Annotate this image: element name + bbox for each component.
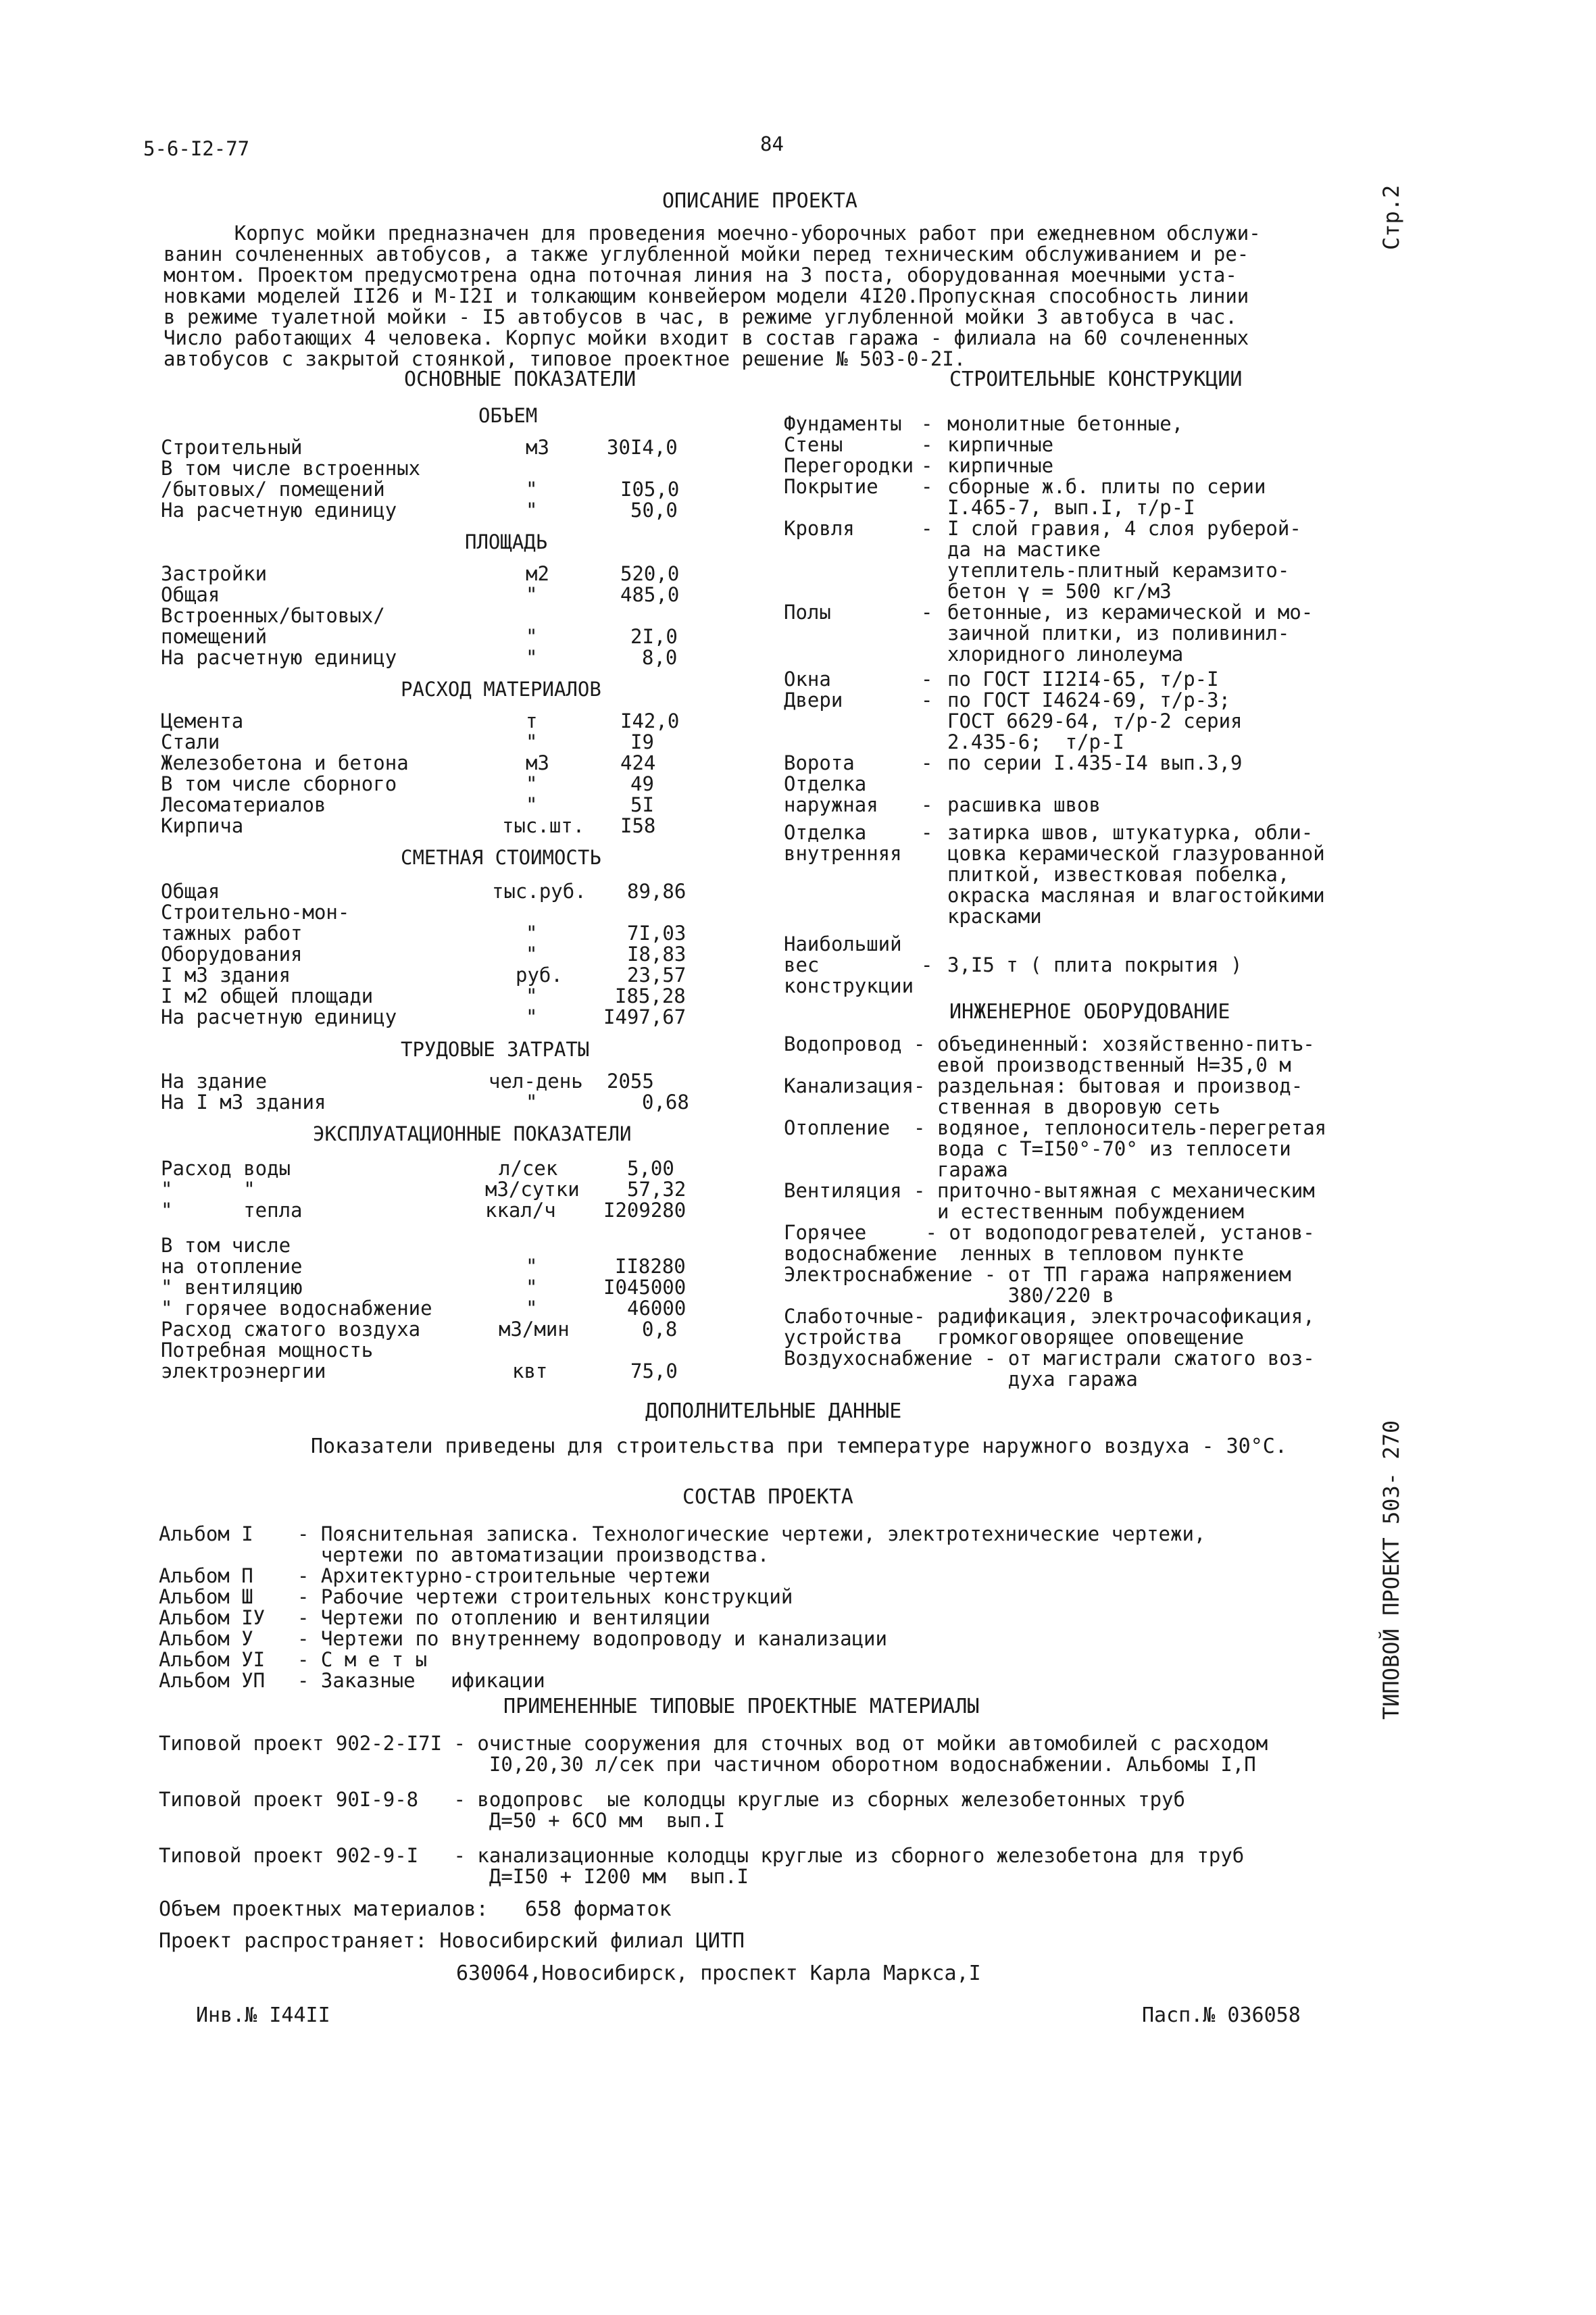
construction-line bbox=[784, 821, 1378, 842]
indicator-value: I9 bbox=[630, 730, 654, 753]
indicator-value: 50,0 bbox=[630, 499, 678, 522]
construction-dash: - bbox=[921, 433, 933, 456]
construction-label: наружная bbox=[784, 793, 878, 816]
album-row bbox=[159, 1522, 1348, 1543]
indicator-value: 424 bbox=[620, 751, 656, 774]
construction-line bbox=[784, 863, 1378, 884]
side-project-title: ТИПОВОЙ ПРОЕКТ 503- 270 bbox=[1378, 1420, 1404, 1720]
operation-title: ЭКСПЛУАТАЦИОННЫЕ ПОКАЗАТЕЛИ bbox=[313, 1122, 632, 1145]
applied-material-line: Типовой проект 902-2-I7I - очистные сооружения для сточных вод от мойки автомобилей с расходом bbox=[159, 1732, 1268, 1755]
indicator-unit: " bbox=[526, 730, 538, 753]
construction-label: Кровля bbox=[784, 517, 855, 540]
composition-title: СОСТАВ ПРОЕКТА bbox=[682, 1485, 853, 1509]
indicator-value: I045000 bbox=[603, 1276, 687, 1299]
construction-dash: - bbox=[921, 454, 933, 477]
indicator-name: на отопление bbox=[161, 1255, 303, 1278]
indicator-value: 520,0 bbox=[620, 562, 680, 585]
indicator-row bbox=[161, 943, 715, 964]
cost-title: СМЕТНАЯ СТОИМОСТЬ bbox=[401, 846, 601, 869]
indicator-row bbox=[161, 1234, 715, 1255]
album-name: Альбом I bbox=[159, 1522, 253, 1545]
additional-text: Показатели приведены для строительства при температуре наружного воздуха - 30°С. bbox=[311, 1435, 1287, 1458]
engineering-line: Водопровод - объединенный: хозяйственно-питъ- bbox=[784, 1032, 1315, 1055]
indicator-value: 2I,0 bbox=[630, 625, 678, 648]
construction-text: монолитные бетонные, bbox=[947, 412, 1184, 435]
album-text: - Чертежи по отоплению и вентиляции bbox=[297, 1606, 711, 1629]
construction-text: затирка швов, штукатурка, обли- bbox=[947, 821, 1314, 844]
indicator-row bbox=[161, 604, 715, 625]
indicator-value: 23,57 bbox=[627, 964, 687, 987]
construction-text: I слой гравия, 4 слоя руберой- bbox=[947, 517, 1301, 540]
album-text: - Чертежи по внутреннему водопроводу и канализации bbox=[297, 1627, 887, 1650]
indicator-unit: м3 bbox=[526, 751, 549, 774]
indicator-row bbox=[161, 1199, 715, 1220]
construction-line bbox=[784, 601, 1378, 622]
indicator-unit: тыс.шт. bbox=[502, 814, 585, 837]
construction-text: I.465-7, вып.I, т/р-I bbox=[947, 496, 1195, 519]
passport-number: Пасп.№ 036058 bbox=[1142, 2003, 1301, 2027]
indicator-unit: " bbox=[526, 499, 538, 522]
indicator-value: 7I,03 bbox=[627, 922, 687, 945]
page-number: 84 bbox=[760, 132, 784, 155]
area-title: ПЛОЩАДЬ bbox=[465, 530, 548, 553]
engineering-line: Слаботочные- радификация, электрочасофикация, bbox=[784, 1305, 1315, 1328]
indicator-value: 2055 bbox=[607, 1070, 654, 1093]
project-distributor: Проект распространяет: Новосибирский филиал ЦИТП bbox=[159, 1929, 745, 1953]
description-line: Число работающих 4 человека. Корпус мойки входит в состав гаража - филиала на 60 сочлененных bbox=[164, 326, 1249, 349]
indicator-value: I85,28 bbox=[615, 985, 686, 1007]
indicator-value: I209280 bbox=[603, 1199, 687, 1222]
construction-line bbox=[784, 884, 1378, 905]
engineering-line: Канализация- раздельная: бытовая и производ- bbox=[784, 1074, 1303, 1097]
construction-line bbox=[784, 974, 1378, 995]
engineering-line: гаража bbox=[784, 1158, 1008, 1181]
construction-dash: - bbox=[921, 751, 933, 774]
indicator-name: Потребная мощность bbox=[161, 1339, 374, 1362]
construction-line bbox=[784, 751, 1378, 772]
indicator-value: I05,0 bbox=[620, 478, 680, 501]
construction-text: утеплитель-плитный керамзито- bbox=[947, 559, 1290, 582]
engineering-line: Вентиляция - приточно-вытяжная с механическим bbox=[784, 1179, 1315, 1202]
indicator-unit: м2 bbox=[526, 562, 549, 585]
construction-text: кирпичные bbox=[947, 454, 1054, 477]
indicator-unit: м3/мин bbox=[499, 1318, 570, 1341]
indicator-name: помещений bbox=[161, 625, 268, 648]
indicator-value: 485,0 bbox=[620, 583, 680, 606]
engineering-line: 380/220 в bbox=[784, 1284, 1114, 1307]
indicator-name: Встроенных/бытовых/ bbox=[161, 604, 385, 627]
construction-label: Отделка bbox=[784, 772, 867, 795]
labor-title: ТРУДОВЫЕ ЗАТРАТЫ bbox=[401, 1038, 590, 1061]
indicator-unit: " bbox=[526, 646, 538, 669]
album-row bbox=[159, 1648, 1348, 1669]
indicator-name: " вентиляцию bbox=[161, 1276, 303, 1299]
construction-text: цовка керамической глазурованной bbox=[947, 842, 1325, 865]
construction-label: внутренняя bbox=[784, 842, 902, 865]
indicator-unit: " bbox=[526, 625, 538, 648]
indicator-row bbox=[161, 1070, 715, 1091]
indicator-row bbox=[161, 1178, 715, 1199]
construction-text: бетонные, из керамической и мо- bbox=[947, 601, 1314, 624]
description-line: новками моделей II26 и М-I2I и толкающим конвейером модели 4I20.Пропускная способность линии bbox=[164, 284, 1249, 307]
album-text: - Пояснительная записка. Технологические чертежи, электротехнические чертежи, bbox=[297, 1522, 1206, 1545]
construction-dash: - bbox=[921, 601, 933, 624]
indicator-value: 49 bbox=[630, 772, 654, 795]
indicator-row bbox=[161, 793, 715, 814]
indicator-name: /бытовых/ помещений bbox=[161, 478, 385, 501]
engineering-line: евой производственный Н=35,0 м bbox=[784, 1053, 1291, 1076]
engineering-title: ИНЖЕНЕРНОЕ ОБОРУДОВАНИЕ bbox=[949, 1000, 1230, 1024]
album-name: Альбом УI bbox=[159, 1648, 266, 1671]
construction-line bbox=[784, 953, 1378, 974]
construction-line bbox=[784, 905, 1378, 926]
indicator-row bbox=[161, 625, 715, 646]
indicator-unit: ккал/ч bbox=[485, 1199, 556, 1222]
construction-dash: - bbox=[921, 668, 933, 691]
construction-dash: - bbox=[921, 517, 933, 540]
engineering-line: устройства громкоговорящее оповещение bbox=[784, 1326, 1244, 1349]
album-text: - Рабочие чертежи строительных конструкций bbox=[297, 1585, 793, 1608]
construction-dash: - bbox=[921, 689, 933, 712]
indicator-name: I м3 здания bbox=[161, 964, 291, 987]
construction-line bbox=[784, 475, 1378, 496]
indicator-row bbox=[161, 1339, 715, 1360]
construction-text: да на мастике bbox=[947, 538, 1101, 561]
indicator-name: На I м3 здания bbox=[161, 1091, 326, 1114]
indicator-unit: " bbox=[526, 793, 538, 816]
indicator-name: Железобетона и бетона bbox=[161, 751, 409, 774]
construction-label: Фундаменты bbox=[784, 412, 902, 435]
construction-text: по серии I.435-I4 вып.3,9 bbox=[947, 751, 1243, 774]
indicator-name: Кирпича bbox=[161, 814, 244, 837]
construction-line bbox=[784, 454, 1378, 475]
engineering-line: водоснабжение ленных в тепловом пункте bbox=[784, 1242, 1244, 1265]
construction-line bbox=[784, 710, 1378, 730]
engineering-line: Воздухоснабжение - от магистрали сжатого воз- bbox=[784, 1347, 1315, 1370]
construction-text: окраска масляная и влагостойкими bbox=[947, 884, 1325, 907]
indicator-row bbox=[161, 985, 715, 1005]
construction-text: плиткой, известковая побелка, bbox=[947, 863, 1290, 886]
construction-line bbox=[784, 772, 1378, 793]
applied-material-line: Д=50 + 6СО мм вып.I bbox=[159, 1809, 726, 1832]
indicator-row bbox=[161, 1318, 715, 1339]
side-page-label: Стр.2 bbox=[1378, 184, 1404, 250]
indicator-unit: руб. bbox=[516, 964, 563, 987]
indicator-name: В том числе bbox=[161, 1234, 291, 1257]
construction-text: заичной плитки, из поливинил- bbox=[947, 622, 1290, 645]
volume-title: ОБЪЕМ bbox=[478, 404, 538, 427]
indicator-value: I497,67 bbox=[603, 1005, 687, 1028]
main-indicators-column bbox=[161, 0, 715, 1419]
construction-text: ГОСТ 6629-64, т/р-2 серия bbox=[947, 710, 1243, 732]
indicator-name: Строительный bbox=[161, 436, 303, 459]
indicator-row bbox=[161, 478, 715, 499]
indicator-value: II8280 bbox=[615, 1255, 686, 1278]
album-text: чертежи по автоматизации производства. bbox=[297, 1543, 770, 1566]
construction-label: Стены bbox=[784, 433, 843, 456]
indicator-name: В том числе встроенных bbox=[161, 457, 421, 480]
indicator-name: Стали bbox=[161, 730, 220, 753]
indicator-name: Расход воды bbox=[161, 1157, 291, 1180]
construction-label: Окна bbox=[784, 668, 831, 691]
indicator-value: 8,0 bbox=[642, 646, 678, 669]
construction-line bbox=[784, 730, 1378, 751]
indicator-row bbox=[161, 562, 715, 583]
indicator-unit: " bbox=[526, 1297, 538, 1320]
applied-material-line: I0,20,30 л/сек при частичном оборотном водоснабжении. Альбомы I,П bbox=[159, 1753, 1256, 1776]
construction-line bbox=[784, 643, 1378, 664]
construction-line bbox=[784, 412, 1378, 433]
indicator-row bbox=[161, 880, 715, 901]
description-line: ванин сочлененных автобусов, а также углубленной мойки перед техническим обслуживанием и ре- bbox=[164, 243, 1249, 266]
indicator-row bbox=[161, 1360, 715, 1383]
indicator-row bbox=[161, 922, 715, 943]
album-row bbox=[159, 1585, 1348, 1606]
inventory-number: Инв.№ I44II bbox=[196, 2003, 330, 2027]
materials-title: РАСХОД МАТЕРИАЛОВ bbox=[401, 678, 601, 701]
additional-title: ДОПОЛНИТЕЛЬНЫЕ ДАННЫЕ bbox=[645, 1399, 902, 1423]
indicator-value: 0,68 bbox=[642, 1091, 689, 1114]
indicator-name: На расчетную единицу bbox=[161, 1005, 397, 1028]
indicator-value: I8,83 bbox=[627, 943, 687, 966]
construction-line bbox=[784, 668, 1378, 689]
indicator-name: тажных работ bbox=[161, 922, 303, 945]
indicator-unit: тыс.руб. bbox=[492, 880, 587, 903]
construction-text: бетон γ = 500 кг/м3 bbox=[947, 580, 1172, 603]
applied-material-line: Типовой проект 902-9-I - канализационные колодцы круглые из сборного железобетона для труб bbox=[159, 1844, 1245, 1867]
indicator-row bbox=[161, 499, 715, 520]
construction-text: по ГОСТ II2I4-65, т/р-I bbox=[947, 668, 1219, 691]
indicator-value: 5I bbox=[630, 793, 654, 816]
indicator-name: Расход сжатого воздуха bbox=[161, 1318, 421, 1341]
engineering-line: Электроснабжение - от ТП гаража напряжением bbox=[784, 1263, 1291, 1286]
indicator-name: В том числе сборного bbox=[161, 772, 397, 795]
construction-text: по ГОСТ I4624-69, т/р-3; bbox=[947, 689, 1231, 712]
indicator-unit: " bbox=[526, 1005, 538, 1028]
indicator-row bbox=[161, 901, 715, 922]
indicator-row bbox=[161, 1157, 715, 1178]
album-row bbox=[159, 1627, 1348, 1648]
indicator-row bbox=[161, 710, 715, 730]
construction-label: вес bbox=[784, 953, 820, 976]
album-name: Альбом IУ bbox=[159, 1606, 266, 1629]
construction-line bbox=[784, 842, 1378, 863]
engineering-line: и естественным побуждением bbox=[784, 1200, 1244, 1223]
indicator-value: I42,0 bbox=[620, 710, 680, 732]
indicator-value: 89,86 bbox=[627, 880, 687, 903]
indicator-unit: чел-день bbox=[489, 1070, 583, 1093]
construction-text: 3,I5 т ( плита покрытия ) bbox=[947, 953, 1243, 976]
indicator-name: " тепла bbox=[161, 1199, 303, 1222]
construction-text: сборные ж.б. плиты по серии bbox=[947, 475, 1266, 498]
construction-label: Ворота bbox=[784, 751, 855, 774]
indicator-row bbox=[161, 1005, 715, 1026]
album-name: Альбом У bbox=[159, 1627, 253, 1650]
construction-dash: - bbox=[921, 821, 933, 844]
indicator-value: 75,0 bbox=[630, 1360, 678, 1383]
construction-label: Двери bbox=[784, 689, 843, 712]
indicator-value: I58 bbox=[620, 814, 656, 837]
indicator-name: На здание bbox=[161, 1070, 268, 1093]
indicator-name: " горячее водоснабжение bbox=[161, 1297, 432, 1320]
indicator-value: 46000 bbox=[627, 1297, 687, 1320]
indicator-name: " " bbox=[161, 1178, 255, 1201]
indicator-row bbox=[161, 730, 715, 751]
construction-text: хлоридного линолеума bbox=[947, 643, 1184, 666]
applied-materials-title: ПРИМЕНЕННЫЕ ТИПОВЫЕ ПРОЕКТНЫЕ МАТЕРИАЛЫ bbox=[503, 1695, 980, 1718]
construction-label: Отделка bbox=[784, 821, 867, 844]
construction-line bbox=[784, 496, 1378, 517]
indicator-unit: " bbox=[526, 772, 538, 795]
construction-dash: - bbox=[921, 475, 933, 498]
applied-material-line: Д=I50 + I200 мм вып.I bbox=[159, 1865, 749, 1888]
album-row bbox=[159, 1669, 1348, 1690]
construction-line bbox=[784, 538, 1378, 559]
album-row bbox=[159, 1606, 1348, 1627]
description-line: в режиме туалетной мойки - I5 автобусов в час, в режиме углубленной мойки 3 автобуса в час. bbox=[164, 305, 1237, 328]
indicator-row bbox=[161, 964, 715, 985]
construction-text: 2.435-6; т/р-I bbox=[947, 730, 1124, 753]
indicator-unit: " bbox=[526, 583, 538, 606]
construction-line bbox=[784, 517, 1378, 538]
indicator-name: Общая bbox=[161, 583, 220, 606]
album-name: Альбом Ш bbox=[159, 1585, 253, 1608]
album-text: - Архитектурно-строительные чертежи bbox=[297, 1564, 711, 1587]
construction-text: расшивка швов bbox=[947, 793, 1101, 816]
indicator-row bbox=[161, 751, 715, 772]
construction-label: конструкции bbox=[784, 974, 914, 997]
construction-line bbox=[784, 433, 1378, 454]
engineering-line: вода с Т=I50°-70° из теплосети bbox=[784, 1137, 1291, 1160]
construction-line bbox=[784, 580, 1378, 601]
document-code: 5-6-I2-77 bbox=[143, 137, 250, 160]
main-indicators-title: ОСНОВНЫЕ ПОКАЗАТЕЛИ bbox=[404, 368, 637, 391]
indicator-row bbox=[161, 583, 715, 604]
constructions-title: СТРОИТЕЛЬНЫЕ КОНСТРУКЦИИ bbox=[949, 368, 1243, 391]
construction-label: Полы bbox=[784, 601, 831, 624]
indicator-row bbox=[161, 1297, 715, 1318]
indicator-unit: т bbox=[526, 710, 538, 732]
construction-line bbox=[784, 793, 1378, 814]
indicator-name: Лесоматериалов bbox=[161, 793, 326, 816]
indicator-unit: м3 bbox=[526, 436, 549, 459]
description-line: Корпус мойки предназначен для проведения моечно-уборочных работ при ежедневном обслужи- bbox=[164, 222, 1261, 245]
indicator-name: Застройки bbox=[161, 562, 268, 585]
album-row bbox=[159, 1543, 1348, 1564]
indicator-name: Общая bbox=[161, 880, 220, 903]
album-row bbox=[159, 1564, 1348, 1585]
indicator-unit: л/сек bbox=[499, 1157, 558, 1180]
engineering-line: ственная в дворовую сеть bbox=[784, 1095, 1221, 1118]
distributor-address: 630064,Новосибирск, проспект Карла Маркса,I bbox=[456, 1962, 981, 1985]
album-text: - Заказные ификации bbox=[297, 1669, 545, 1692]
album-name: Альбом УП bbox=[159, 1669, 266, 1692]
indicator-unit: " bbox=[526, 1255, 538, 1278]
engineering-line: Отопление - водяное, теплоноситель-перегретая bbox=[784, 1116, 1327, 1139]
construction-dash: - bbox=[921, 793, 933, 816]
indicator-row bbox=[161, 814, 715, 835]
construction-label: Наибольший bbox=[784, 932, 902, 955]
indicator-unit: " bbox=[526, 478, 538, 501]
construction-label: Перегородки bbox=[784, 454, 914, 477]
indicator-unit: " bbox=[526, 922, 538, 945]
construction-line bbox=[784, 622, 1378, 643]
indicator-row bbox=[161, 436, 715, 457]
indicator-row bbox=[161, 1091, 715, 1112]
indicator-value: 30I4,0 bbox=[607, 436, 678, 459]
construction-text: кирпичные bbox=[947, 433, 1054, 456]
album-text: - С м е т ы bbox=[297, 1648, 428, 1671]
description-line: автобусов с закрытой стоянкой, типовое проектное решение № 503-0-2I. bbox=[164, 347, 966, 370]
indicator-name: На расчетную единицу bbox=[161, 499, 397, 522]
construction-dash: - bbox=[921, 953, 933, 976]
indicator-unit: " bbox=[526, 1091, 538, 1114]
construction-dash: - bbox=[921, 412, 933, 435]
applied-material-line: Типовой проект 90I-9-8 - водопровс ые колодцы круглые из сборных железобетонных труб bbox=[159, 1788, 1185, 1811]
indicator-row bbox=[161, 1255, 715, 1276]
construction-text: красками bbox=[947, 905, 1042, 928]
construction-line bbox=[784, 932, 1378, 953]
indicator-row bbox=[161, 646, 715, 667]
construction-label: Покрытие bbox=[784, 475, 878, 498]
indicator-name: Оборудования bbox=[161, 943, 303, 966]
indicator-name: I м2 общей площади bbox=[161, 985, 374, 1007]
materials-volume: Объем проектных материалов: 658 форматок bbox=[159, 1897, 672, 1921]
indicator-row bbox=[161, 772, 715, 793]
description-line: монтом. Проектом предусмотрена одна поточная линия на 3 поста, оборудованная моечными уста- bbox=[164, 264, 1237, 287]
indicator-value: 0,8 bbox=[642, 1318, 678, 1341]
indicator-name: На расчетную единицу bbox=[161, 646, 397, 669]
indicator-unit: " bbox=[526, 985, 538, 1007]
album-name: Альбом П bbox=[159, 1564, 253, 1587]
construction-line bbox=[784, 689, 1378, 710]
indicator-name: электроэнергии bbox=[161, 1360, 326, 1383]
indicator-name: Цемента bbox=[161, 710, 244, 732]
indicator-name: Строительно-мон- bbox=[161, 901, 350, 924]
indicator-unit: " bbox=[526, 1276, 538, 1299]
indicator-value: 5,00 bbox=[627, 1157, 674, 1180]
indicator-unit: квт bbox=[512, 1360, 548, 1383]
engineering-line: духа гаража bbox=[784, 1368, 1138, 1391]
indicator-value: 57,32 bbox=[627, 1178, 687, 1201]
description-title: ОПИСАНИЕ ПРОЕКТА bbox=[662, 189, 857, 213]
indicator-unit: " bbox=[526, 943, 538, 966]
indicator-unit: м3/сутки bbox=[485, 1178, 580, 1201]
construction-line bbox=[784, 559, 1378, 580]
indicator-row bbox=[161, 457, 715, 478]
engineering-line: Горячее - от водоподогревателей, установ- bbox=[784, 1221, 1315, 1244]
indicator-row bbox=[161, 1276, 715, 1297]
